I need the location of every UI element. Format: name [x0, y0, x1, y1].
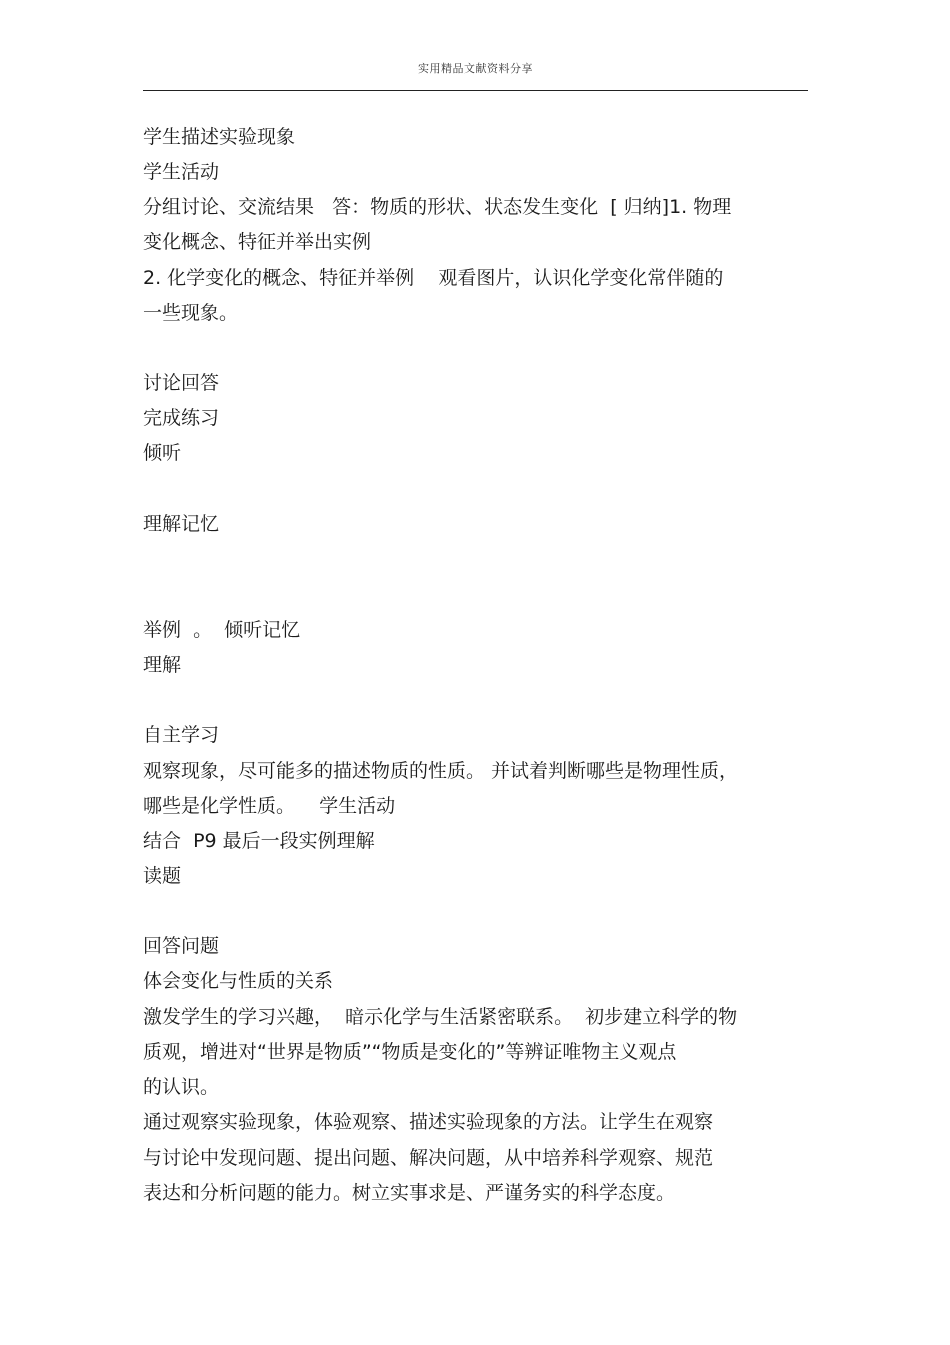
text-line: 哪些是化学性质。 学生活动 — [143, 795, 396, 817]
text-line: 理解记忆 — [143, 513, 220, 535]
header-rule — [143, 90, 808, 91]
text-line: 激发学生的学习兴趣， 暗示化学与生活紧密联系。 初步建立科学的物 — [143, 1006, 738, 1028]
text-line: 表达和分析问题的能力。树立实事求是、严谨务实的科学态度。 — [143, 1182, 676, 1204]
text-line: 通过观察实验现象，体验观察、描述实验现象的方法。让学生在观察 — [143, 1111, 714, 1133]
text-line: 的认识。 — [143, 1076, 220, 1098]
text-line: 倾听 — [143, 442, 182, 464]
text-line: 结合 P9 最后一段实例理解 — [143, 830, 375, 852]
text-line: 讨论回答 — [143, 372, 220, 394]
text-line: 学生活动 — [143, 161, 220, 183]
text-line: 回答问题 — [143, 935, 220, 957]
text-line: 质观，增进对“世界是物质”“物质是变化的”等辨证唯物主义观点 — [143, 1041, 677, 1063]
text-line: 与讨论中发现问题、提出问题、解决问题，从中培养科学观察、规范 — [143, 1147, 714, 1169]
text-line: 完成练习 — [143, 407, 220, 429]
text-line: 变化概念、特征并举出实例 — [143, 231, 372, 253]
text-line: 举例 。 倾听记忆 — [143, 619, 301, 641]
text-line: 分组讨论、交流结果 答：物质的形状、状态发生变化 [ 归纳]1. 物理 — [143, 196, 732, 218]
text-line: 读题 — [143, 865, 182, 887]
text-line: 一些现象。 — [143, 302, 239, 324]
text-line: 学生描述实验现象 — [143, 126, 296, 148]
text-line: 2. 化学变化的概念、特征并举例 观看图片，认识化学变化常伴随的 — [143, 267, 724, 289]
text-line: 观察现象，尽可能多的描述物质的性质。 并试着判断哪些是物理性质， — [143, 760, 739, 782]
text-line: 体会变化与性质的关系 — [143, 970, 334, 992]
text-line: 理解 — [143, 654, 182, 676]
page-header: 实用精品文献资料分享 — [418, 62, 533, 75]
text-line: 自主学习 — [143, 724, 220, 746]
